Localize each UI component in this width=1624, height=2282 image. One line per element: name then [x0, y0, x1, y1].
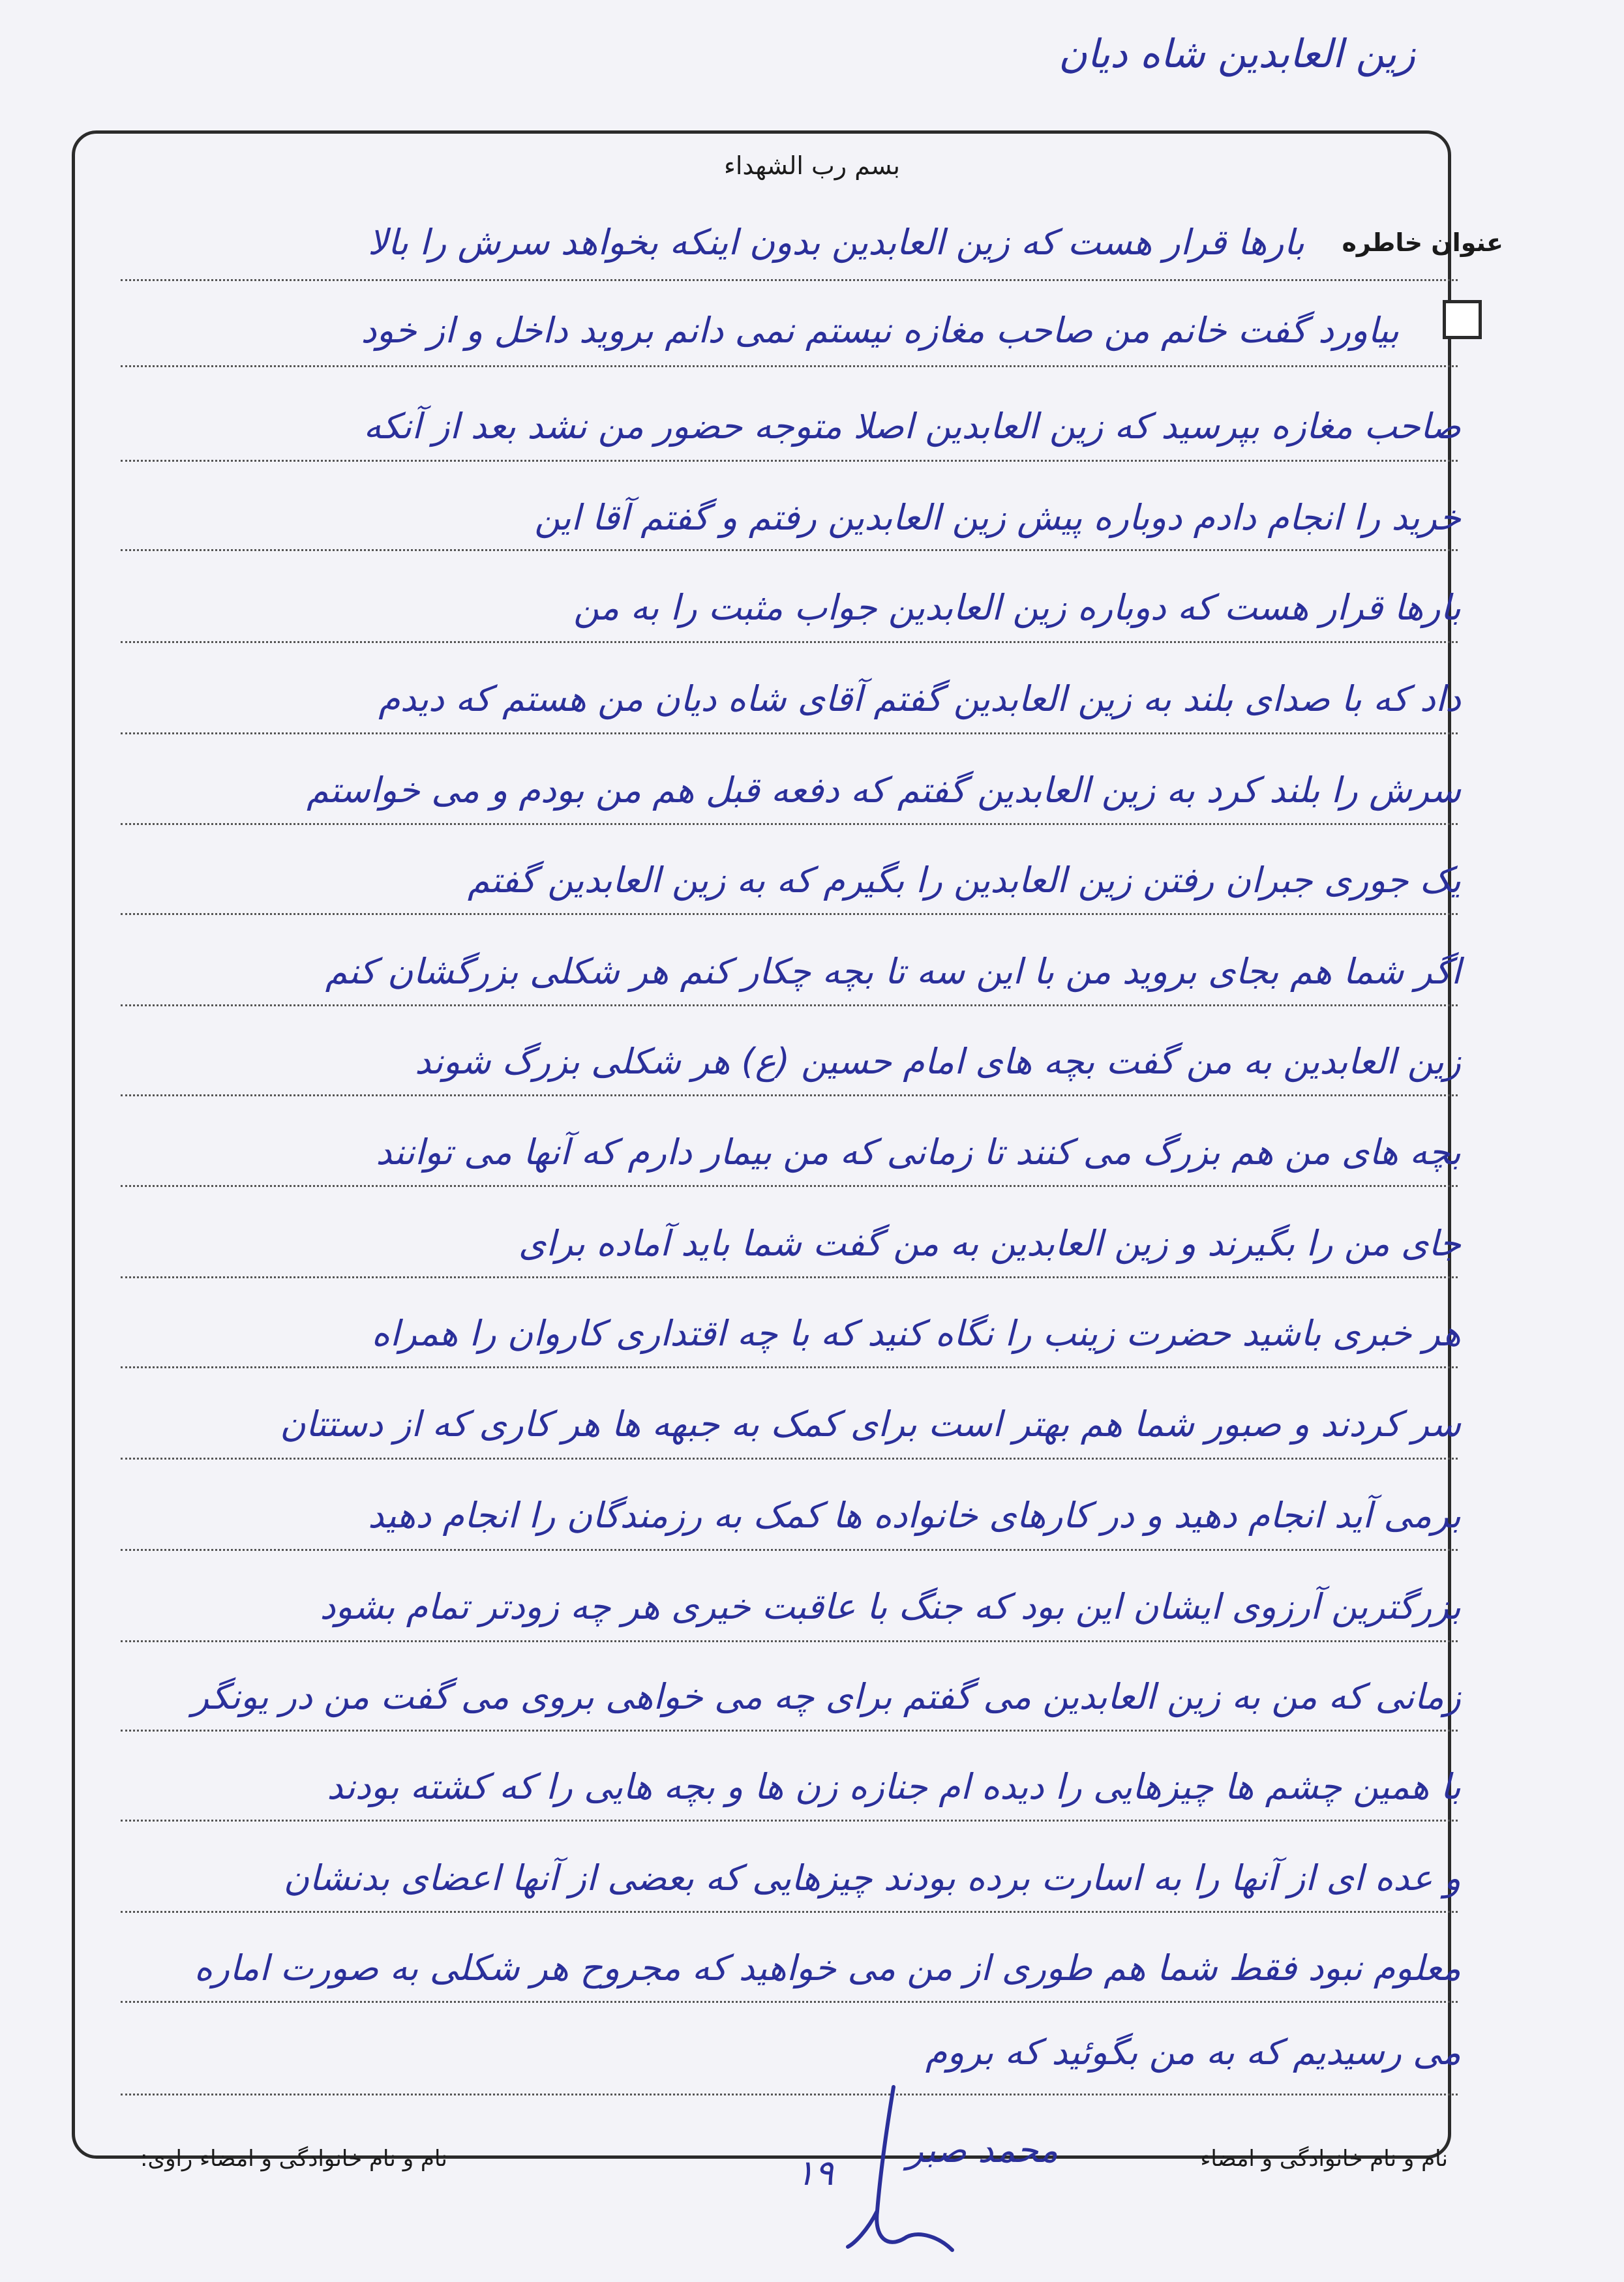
rule-line: [121, 460, 1458, 462]
author-name: زین العابدین شاه دیان: [1058, 31, 1415, 77]
memoir-line: هر خبری باشید حضرت زینب را نگاه کنید که با چه اقتداری کاروان را همراه: [371, 1313, 1461, 1354]
rule-line: [121, 823, 1458, 825]
memoir-line: جای من را بگیرند و زین العابدین به من گفت شما باید آماده برای: [518, 1223, 1461, 1264]
rule-line: [121, 2094, 1458, 2095]
memoir-line: زین العابدین به من گفت بچه های امام حسین (ع) هر شکلی بزرگ شوند: [414, 1041, 1461, 1082]
memoir-line: معلوم نبود فقط شما هم طوری از من می خواهید که مجروح هر شکلی به صورت اماره: [194, 1947, 1461, 1989]
memoir-line: اگر شما هم بجای بروید من با این سه تا بچه چکار کنم هر شکلی بزرگشان کنم: [325, 951, 1461, 992]
rule-line: [121, 1094, 1458, 1096]
writer-signature-label: نام و نام خانوادگی و امضاء: [1200, 2146, 1448, 2172]
rule-line: [121, 1820, 1458, 1822]
memoir-line: بیاورد گفت خانم من صاحب مغازه نیستم نمی دانم بروید داخل و از خود: [361, 310, 1399, 351]
memoir-line: داد که با صدای بلند به زین العابدین گفتم آقای شاه دیان من هستم که دیدم: [378, 678, 1461, 719]
rule-line: [121, 1730, 1458, 1732]
page-number: ۱۹: [796, 2152, 834, 2193]
memoir-title: بارها قرار هست که زین العابدین بدون اینکه بخواهد سرش را بالا: [367, 222, 1304, 263]
memoir-line: صاحب مغازه بپرسید که زین العابدین اصلا متوجه حضور من نشد بعد از آنکه: [363, 406, 1461, 447]
rule-line: [121, 279, 1458, 281]
memoir-line: با همین چشم ها چیزهایی را دیده ام جنازه زن ها و بچه هایی را که کشته بودند: [327, 1766, 1461, 1807]
narrator-signature-label: نام و نام خانوادگی و امضاء راوی:: [140, 2146, 447, 2172]
memoir-line: بزرگترین آرزوی ایشان این بود که جنگ با عاقبت خیری هر چه زودتر تمام بشود: [320, 1586, 1461, 1627]
signature-mark: [841, 2074, 959, 2270]
memoir-line: برمی آید انجام دهید و در کارهای خانواده ها کمک به رزمندگان را انجام دهید: [368, 1495, 1461, 1536]
rule-line: [121, 2001, 1458, 2003]
rule-line: [121, 641, 1458, 643]
rule-line: [121, 1366, 1458, 1368]
memoir-line: و عده ای از آنها را به اسارت برده بودند چیزهایی که بعضی از آنها اعضای بدنشان: [283, 1857, 1461, 1899]
memoir-line: سرش را بلند کرد به زین العابدین گفتم که دفعه قبل هم من بودم و می خواستم: [307, 770, 1461, 811]
memoir-line: بارها قرار هست که دوباره زین العابدین جواب مثبت را به من: [573, 587, 1461, 628]
memoir-line: سر کردند و صبور شما هم بهتر است برای کمک به جبهه ها هر کاری که از دستتان: [280, 1404, 1461, 1445]
page-heading: بسم رب الشهداء: [724, 151, 900, 180]
rule-line: [121, 732, 1458, 734]
rule-line: [121, 1004, 1458, 1006]
rule-line: [121, 549, 1458, 551]
writer-signature: محمد صبر: [907, 2129, 1059, 2170]
rule-line: [121, 365, 1458, 367]
memoir-title-label: عنوان خاطره: [1342, 228, 1503, 257]
rule-line: [121, 1911, 1458, 1913]
rule-line: [121, 1185, 1458, 1187]
rule-line: [121, 1276, 1458, 1278]
rule-line: [121, 1458, 1458, 1460]
memoir-line: یک جوری جبران رفتن زین العابدین را بگیرم که به زین العابدین گفتم: [467, 860, 1461, 901]
memoir-line: بچه های من هم بزرگ می کنند تا زمانی که من بیمار دارم که آنها می توانند: [376, 1132, 1461, 1173]
memoir-line: خرید را انجام دادم دوباره پیش زین العابدین رفتم و گفتم آقا این: [534, 497, 1461, 538]
rule-line: [121, 913, 1458, 915]
rule-line: [121, 1640, 1458, 1642]
memoir-line: زمانی که من به زین العابدین می گفتم برای چه می خواهی بروی می گفت من در یونگر: [192, 1676, 1461, 1717]
memoir-line: می رسیدیم که به من بگوئید که بروم: [925, 2032, 1461, 2073]
rule-line: [121, 1549, 1458, 1551]
checkbox[interactable]: [1443, 300, 1482, 339]
